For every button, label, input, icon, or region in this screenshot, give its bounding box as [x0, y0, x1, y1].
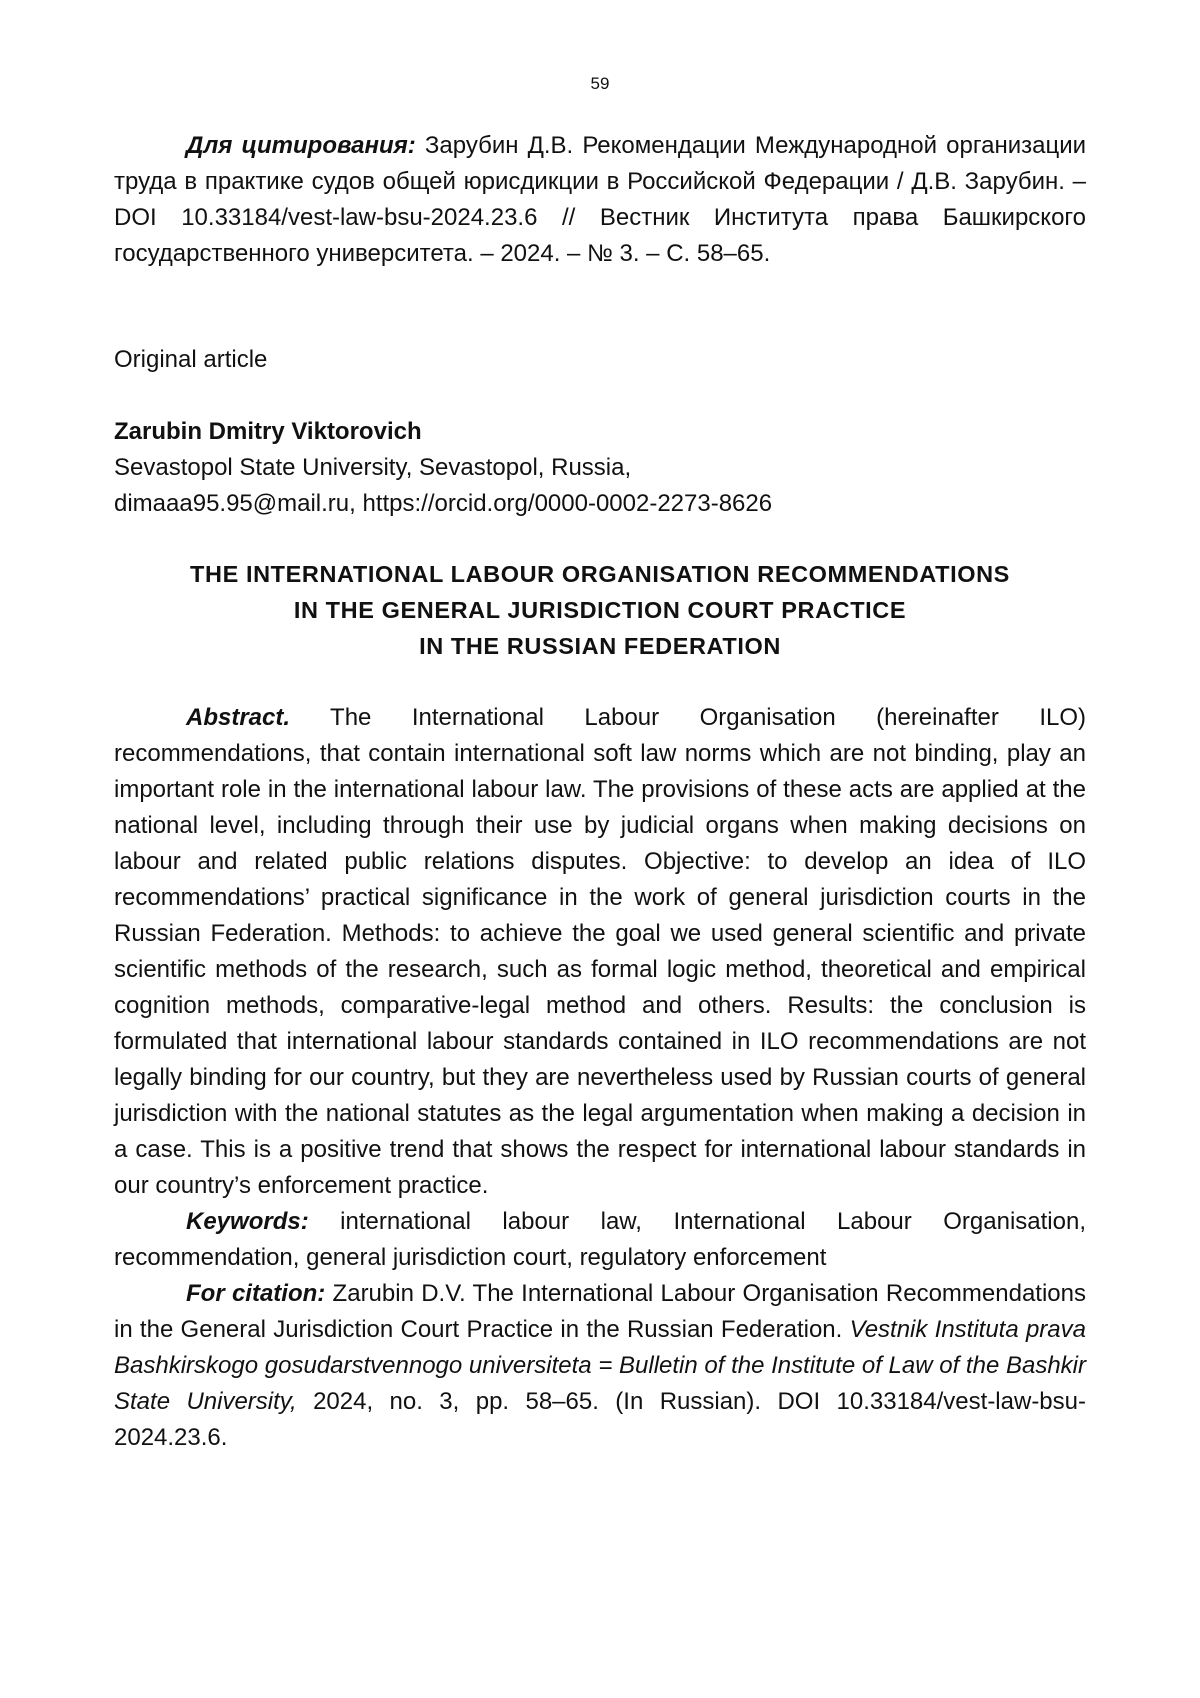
author-contacts: dimaaa95.95@mail.ru, https://orcid.org/0000-0002-2273-8626 — [114, 490, 773, 517]
en-citation-journal: Vestnik Instituta prava Bashkirskogo gosudarstvennogo universiteta = Bulletin of the Institute of Law of the Bashkir State University, — [114, 1316, 1086, 1415]
ru-citation-block — [114, 128, 1086, 272]
author-block — [114, 414, 1086, 522]
keywords-text: international labour law, International Labour Organisation, recommendation, general jurisdiction court, regulatory enforcement — [114, 1208, 1086, 1271]
abstract-section — [114, 700, 1086, 1456]
en-citation-paragraph — [114, 1276, 1086, 1456]
page-number: 59 — [590, 74, 610, 93]
en-citation-label: For citation: — [186, 1280, 326, 1307]
abstract-text: The International Labour Organisation (hereinafter ILO) recommendations, that contain international soft law norms which are not binding, play an important role in the international labour law. The provisions of these acts are applied at the national level, including through their use by judicial organs when making decisions on labour and related public relations disputes. Objective: to develop an idea of ILO recommendations’ practical significance in the work of general jurisdiction courts in the Russian Federation. Methods: to achieve the goal we used general scientific and private scientific methods of the research, such as formal logic method, theoretical and empirical cognition methods, comparative-legal method and others. Results: the conclusion is formulated that international labour standards contained in ILO recommendations are not legally binding for our country, but they are nevertheless used by Russian courts of general jurisdiction with the national statutes as the legal argumentation when making a decision in a case. This is a positive trend that shows the respect for international labour standards in our country’s enforcement practice. — [114, 704, 1086, 1199]
title-line-3: IN THE RUSSIAN FEDERATION — [419, 633, 781, 659]
abstract-paragraph — [114, 700, 1086, 1204]
ru-citation-label: Для цитирования: — [186, 132, 416, 159]
article-title — [114, 556, 1086, 664]
ru-citation-paragraph — [114, 128, 1086, 272]
author-affiliation: Sevastopol State University, Sevastopol, Russia, — [114, 454, 632, 481]
abstract-label: Abstract. — [186, 704, 291, 731]
keywords-label: Keywords: — [186, 1208, 309, 1235]
en-citation-text-after: 2024, no. 3, pp. 58–65. (In Russian). DOI 10.33184/vest-law-bsu-2024.23.6. — [114, 1388, 1086, 1451]
en-citation-text-before: Zarubin D.V. The International Labour Organisation Recommendations in the General Jurisdiction Court Practice in the Russian Federation. — [114, 1280, 1087, 1343]
ru-citation-text: Зарубин Д.В. Рекомендации Международной организации труда в практике судов общей юрисдикции в Российской Федерации / Д.В. Зарубин. – DOI 10.33184/vest-law-bsu-2024.23.6 // Вестник Института права Башкирского государственного университета. – 2024. – № 3. – С. 58–65. — [114, 132, 1087, 267]
author-name: Zarubin Dmitry Viktorovich — [114, 418, 422, 445]
keywords-paragraph — [114, 1204, 1086, 1276]
article-type: Original article — [114, 346, 268, 373]
title-line-1: THE INTERNATIONAL LABOUR ORGANISATION RECOMMENDATIONS — [190, 561, 1010, 587]
title-line-2: IN THE GENERAL JURISDICTION COURT PRACTICE — [293, 597, 907, 623]
